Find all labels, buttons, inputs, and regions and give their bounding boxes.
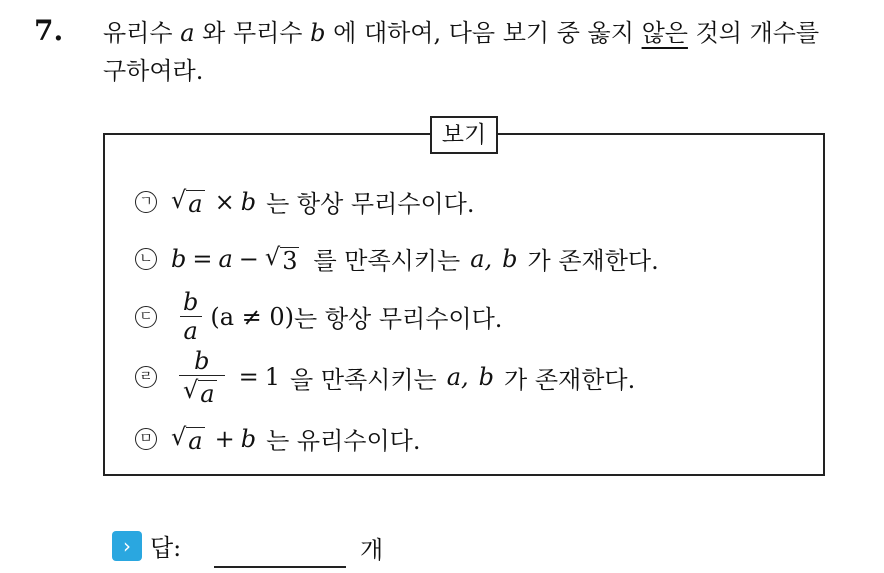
item-marker: ㅁ: [135, 428, 157, 450]
chevron-right-icon: ›: [112, 531, 142, 561]
underlined-word: 않은: [641, 19, 688, 47]
question-stem: 유리수 a 와 무리수 b 에 대하여, 다음 보기 중 옳지 않은 것의 개수를 구하여라.: [103, 19, 820, 85]
item-marker: ㄴ: [135, 248, 157, 270]
item-marker: ㄱ: [135, 191, 157, 213]
example-item-5: ㅁ √ a + b 는 유리수이다.: [135, 421, 420, 456]
example-item-3: ㄷ $\frac{b}{a}$ (a ≠ 0) 는 항상 무리수이다.: [135, 288, 502, 345]
item-marker: ㄹ: [135, 366, 157, 388]
example-item-2: ㄴ b = a − √ 3 를 만족시키는 a, b 가 존재한다.: [135, 241, 659, 276]
example-item-4: ㄹ b √ a = 1 을 만족시키는 a, b 가 존재한다.: [135, 347, 635, 407]
item-marker: ㄷ: [135, 306, 157, 328]
answer-unit: 개: [360, 536, 384, 564]
answer-label: › 답:: [112, 528, 181, 563]
example-item-1: ㄱ √ a × b 는 항상 무리수이다.: [135, 184, 474, 219]
answer-blank[interactable]: [214, 566, 346, 568]
example-box-title: 보기: [430, 116, 498, 154]
question-number: 7.: [34, 14, 64, 47]
